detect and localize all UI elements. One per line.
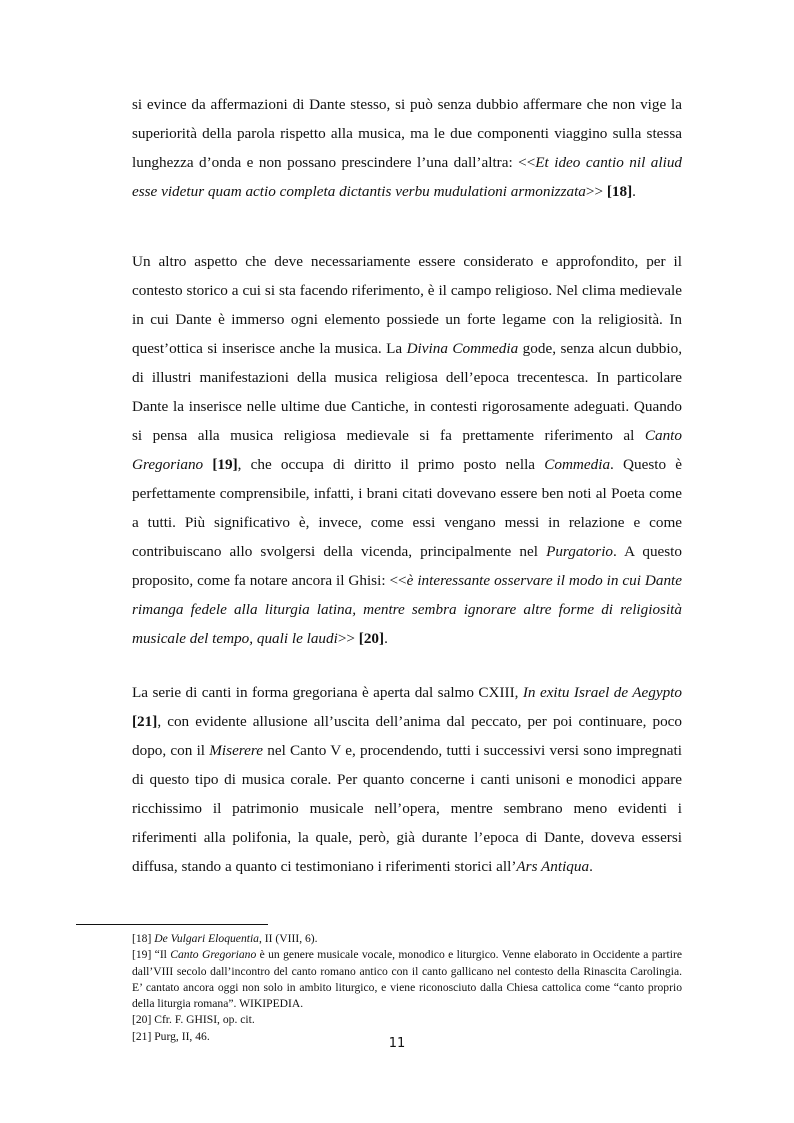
text: . [632, 183, 636, 200]
text: . [589, 858, 593, 875]
text: . Questo è perfettamente comprensibile, infatti, i brani citati dovevano essere ben noti al Poeta come a tutti. Più significativo è, invece, come essi vengano messi in relazione e come contribuiscano allo svolgersi della vicenda, principalmente nel [132, 456, 682, 560]
citation-18: [18] [606, 183, 633, 200]
citation-21: [21] [132, 713, 158, 730]
paragraph-2 [132, 247, 682, 653]
footnote-separator [76, 924, 268, 925]
italic-title: Canto Gregoriano [132, 427, 682, 473]
italic-title: Miserere [209, 742, 263, 759]
text: nel Canto V e, procendendo, tutti i successivi versi sono impregnati di questo tipo di musica corale. Per quanto concerne i canti unisoni e monodici appare ricchissimo il patrimonio musicale nell’opera, mentre sembrano meno evidenti i riferimenti alla polifonia, la quale, però, già durante l’epoca di Dante, doveva essersi diffusa, stando a quanto ci testimoniano i riferimenti storici all’ [132, 742, 682, 875]
footnote-21: [21] Purg, II, 46. [132, 1029, 210, 1043]
latin-quote: Et ideo cantio nil aliud esse videtur quam actio completa dictantis verbu mudulationi armonizzata [132, 154, 683, 200]
paragraph-3 [132, 678, 682, 881]
footnote-text: , II (VIII, 6). [258, 932, 318, 945]
citation-20: [20] [358, 630, 385, 647]
paragraph-1 [132, 90, 682, 206]
text: , che occupa di diritto il primo posto nella [237, 456, 545, 473]
italic-title: Divina Commedia [406, 340, 519, 357]
footnote-title: Canto Gregoriano [170, 948, 257, 962]
citation-19: [19] [203, 456, 238, 473]
text: La serie di canti in forma gregoriana è aperta dal salmo CXIII, [132, 684, 523, 701]
footnotes [132, 931, 682, 1045]
footnote-20: [20] Cfr. F. GHISI, op. cit. [132, 1013, 255, 1027]
text: >> [337, 630, 359, 647]
text: . A questo proposito, come fa notare ancora il Ghisi: << [132, 543, 682, 589]
footnote-19 [132, 947, 682, 1012]
italic-title: Ars Antiqua [516, 858, 590, 875]
footnote-number: [18] [132, 932, 155, 945]
text: Un altro aspetto che deve necessariamente essere considerato e approfondito, per il contesto storico a cui si sta facendo riferimento, è il campo religioso. Nel clima medievale in cui Dante è immerso ogni elemento possiede un forte legame con la religiosità. In quest’ottica si inserisce anche la musica. La [132, 253, 682, 357]
text: , con evidente allusione all’uscita dell’anima dal peccato, per poi continuare, poco dopo, con il [132, 713, 682, 759]
page-number: 11 [388, 1036, 406, 1051]
italic-title: In exitu Israel de Aegypto [522, 684, 682, 701]
text: si evince da affermazioni di Dante stesso, si può senza dubbio affermare che non vige la superiorità della parola rispetto alla musica, ma le due componenti viaggino sulla stessa lunghezza d’onda e non possano prescindere l’una dall’altra: << [132, 96, 682, 171]
footnote-title: De Vulgari Eloquentia [154, 932, 259, 945]
footnote-text: [19] “Il [132, 948, 171, 962]
footnote-text: è un genere musicale vocale, monodico e liturgico. Venne elaborato in Occidente a partire dall’VIII secolo dall’incontro del canto romano antico con il canto gallicano nel contesto della Rinascita Carolingia. E’ cantato ancora oggi non solo in ambito liturgico, e viene riconosciuto dalla Chiesa cattolica come “canto proprio della liturgia romana”. WIKIPEDIA. [132, 948, 682, 1011]
text: . [384, 630, 388, 647]
footnote-18 [132, 931, 682, 947]
ghisi-quote: è interessante osservare il modo in cui Dante rimanga fedele alla liturgia latina, mentre sembra ignorare altre forme di religiosità musicale del tempo, quali le laudi [132, 572, 682, 647]
italic-title: Commedia [544, 456, 611, 473]
italic-title: Purgatorio [546, 543, 614, 560]
text: >> [585, 183, 607, 200]
text: gode, senza alcun dubbio, di illustri manifestazioni della musica religiosa dell’epoca trecentesca. In particolare Dante la inserisce nelle ultime due Cantiche, in contesti rigorosamente adeguati. Quando si pensa alla musica religiosa medievale si fa prettamente riferimento al [132, 340, 682, 444]
